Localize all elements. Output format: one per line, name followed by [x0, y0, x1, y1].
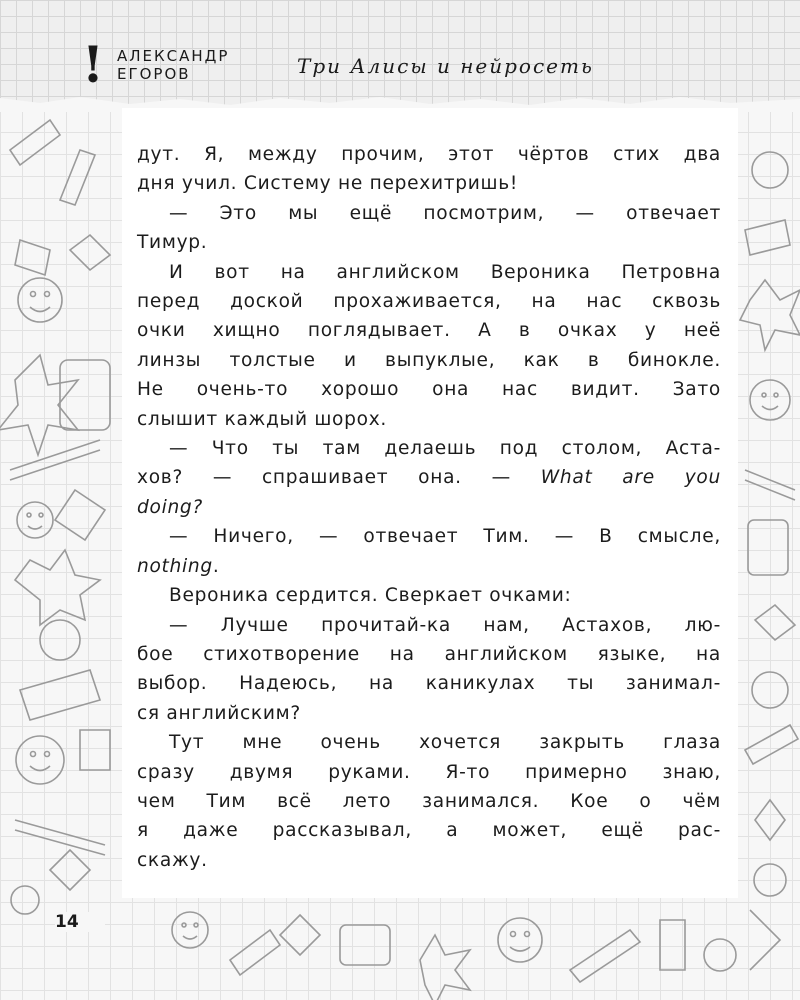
text-line: Тут мне очень хочется закрыть глаза — [169, 732, 721, 754]
text-segment: хов? — спрашивает она. — — [137, 467, 541, 489]
text-line — [137, 552, 721, 581]
text-line: — Это мы ещё посмотрим, — отвечает — [169, 202, 721, 224]
text-line: сразу двумя руками. Я-то примерно знаю, — [137, 761, 721, 783]
body-text — [137, 140, 721, 875]
book-title: Три Алисы и нейросеть — [297, 54, 594, 78]
header-exclamation-mark: ! — [82, 35, 104, 94]
page-text-area — [122, 108, 738, 898]
text-line: скажу. — [137, 849, 208, 871]
text-line: ся английским? — [137, 702, 301, 724]
text-segment: . — [212, 555, 220, 577]
text-line — [137, 493, 721, 522]
text-line: очки хищно поглядывает. А в очках у неё — [137, 320, 721, 342]
text-line: дут. Я, между прочим, этот чёртов стих два — [137, 144, 721, 165]
text-line: выбор. Надеюсь, на каникулах ты занимал- — [137, 673, 721, 695]
text-line: бое стихотворение на английском языке, на — [137, 643, 721, 665]
text-line: линзы толстые и выпуклые, как в бинокле. — [137, 349, 721, 371]
text-line: — Ничего, — отвечает Тим. — В смысле, — [169, 526, 721, 548]
text-line: слышит каждый шорох. — [137, 408, 388, 430]
text-line: Вероника сердится. Сверкает очками: — [169, 585, 572, 607]
text-line: — Лучше прочитай-ка нам, Астахов, лю- — [169, 614, 721, 636]
text-line: дня учил. Систему не перехитришь! — [137, 173, 519, 195]
text-line: я даже рассказывал, а может, ещё рас- — [137, 820, 721, 842]
text-line — [137, 463, 721, 492]
text-line: И вот на английском Вероника Петровна — [169, 261, 721, 283]
text-line: чем Тим всё лето занимался. Кое о чём — [137, 790, 721, 812]
running-header — [0, 0, 800, 106]
author-last-name: ЕГОРОВ — [117, 65, 191, 83]
text-line: Не очень-то хорошо она нас видит. Зато — [137, 379, 721, 401]
italic-english-phrase: What are you — [540, 467, 721, 489]
author-name — [117, 47, 229, 83]
page-number: 14 — [55, 912, 105, 932]
author-first-name: АЛЕКСАНДР — [117, 47, 230, 65]
text-line: — Что ты там делаешь под столом, Аста- — [169, 438, 721, 460]
italic-english-phrase: doing? — [137, 496, 204, 518]
italic-english-word: nothing — [137, 555, 213, 577]
text-line: перед доской прохаживается, на нас сквозь — [137, 291, 721, 313]
text-line: Тимур. — [137, 232, 208, 254]
